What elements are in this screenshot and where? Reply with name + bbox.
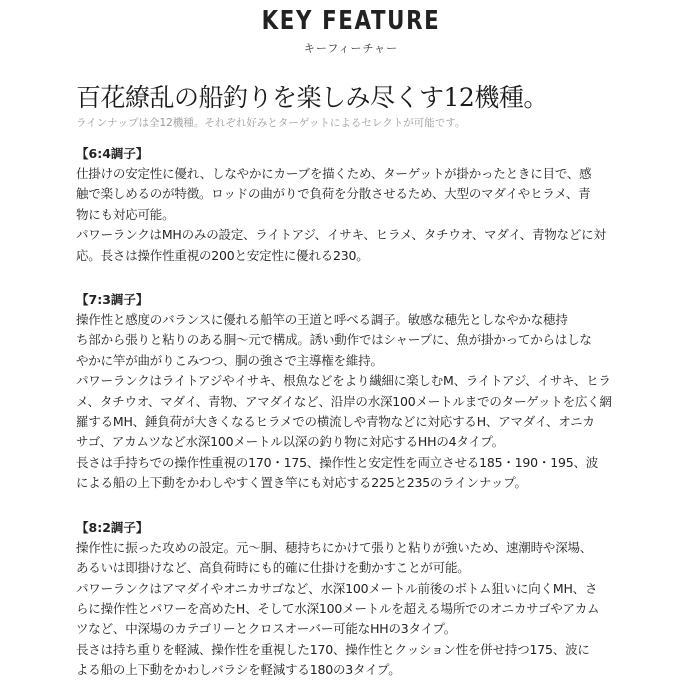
body-text-line: ち部から張りと粘りのある胴〜元で構成。誘い動作ではシャープに、魚が掛かってからはしな [76,332,592,348]
body-text-line: やかに竿が曲がりこみつつ、胴の強さで主導権を維持。 [76,352,383,368]
header [76,0,626,56]
body-text-line: パワーランクはライトアジやイサキ、根魚などをより繊細に楽しむM、ライトアジ、イサキ、ヒラ [76,373,611,389]
body-text-line: パワーランクはアマダイやオニカサゴなど、水深100メートル前後のボトム狙いに向くMH、さ [76,580,598,596]
lead-text: ラインナップは全12機種。それぞれ好みとターゲットによるセレクトが可能です。 [76,117,466,129]
body-text-line: 触で楽しめるのが特徴。ロッドの曲がりで負荷を分散させるため、大型のマダイやヒラメ、青 [76,186,591,202]
body-text-line: 羅するMH、錘負荷が大きくなるヒラメでの横流しや青物などに対応するH、アマダイ、オニカ [76,414,595,430]
section-heading: 【8:2調子】 [76,519,149,535]
body-text-line: 長さは持ち重りを軽減、操作性を重視した170、操作性とクッション性を併せ持つ175、波に [76,641,590,657]
feature-section [76,144,626,266]
body-text-line: パワーランクはMHのみの設定、ライトアジ、イサキ、ヒラメ、タチウオ、マダイ、青物などに対 [76,227,606,243]
body-text-line: らに操作性とパワーを高めたH、そして水深100メートルを超える場所でのオニカサゴやアカム [76,600,600,616]
section-heading: 【6:4調子】 [76,146,149,161]
section-subtitle: キーフィーチャー [303,42,399,55]
feature-sections [76,144,626,681]
body-text-line: あるいは即掛けなど、高負荷時にも的確に仕掛けを動かすことが可能。 [76,560,470,576]
section-heading: 【7:3調子】 [76,292,149,308]
body-text-line: による船の上下動をかわしやすく置き竿にも対応する225と235のラインナップ。 [76,475,527,491]
headline: 百花繚乱の船釣りを楽しみ尽くす12機種。 [76,83,548,112]
body-text-line: サゴ、アカムツなど水深100メートル以深の釣り物に対応するHHの4タイプ。 [76,434,504,450]
body-text-line: メ、タチウオ、マダイ、青物、アマダイなど、沿岸の水深100メートルまでのターゲットを広く網 [76,393,612,409]
body-text-line: ツなど、中深場のカテゴリーとクロスオーバー可能なHHの3タイプ。 [76,621,457,637]
body-text-line: 物にも対応可能。 [76,206,175,222]
body-text-line: 長さは手持ちでの操作性重視の170・175、操作性と安定性を両立させる185・190・195、波 [76,454,599,470]
feature-section [76,290,626,494]
feature-section [76,518,626,681]
body-text-line: 操作性に振った攻めの設定。元〜胴、穂持ちにかけて張りと粘りが強いため、速潮時や深場、 [76,539,593,555]
section-title: KEY FEATURE [261,6,441,36]
body-text-line: よる船の上下動をかわしバラシを軽減する180の3タイプ。 [76,662,401,678]
body-text-line: 応。長さは操作性重視の200と安定性に優れる230。 [76,247,369,263]
body-text-line: 操作性と感度のバランスに優れる船竿の王道と呼べる調子。敏感な穂先としなやかな穂持 [76,312,568,328]
body-text-line: 仕掛けの安定性に優れ、しなやかにカーブを描くため、ターゲットが掛かったときに目で、感 [76,166,592,181]
